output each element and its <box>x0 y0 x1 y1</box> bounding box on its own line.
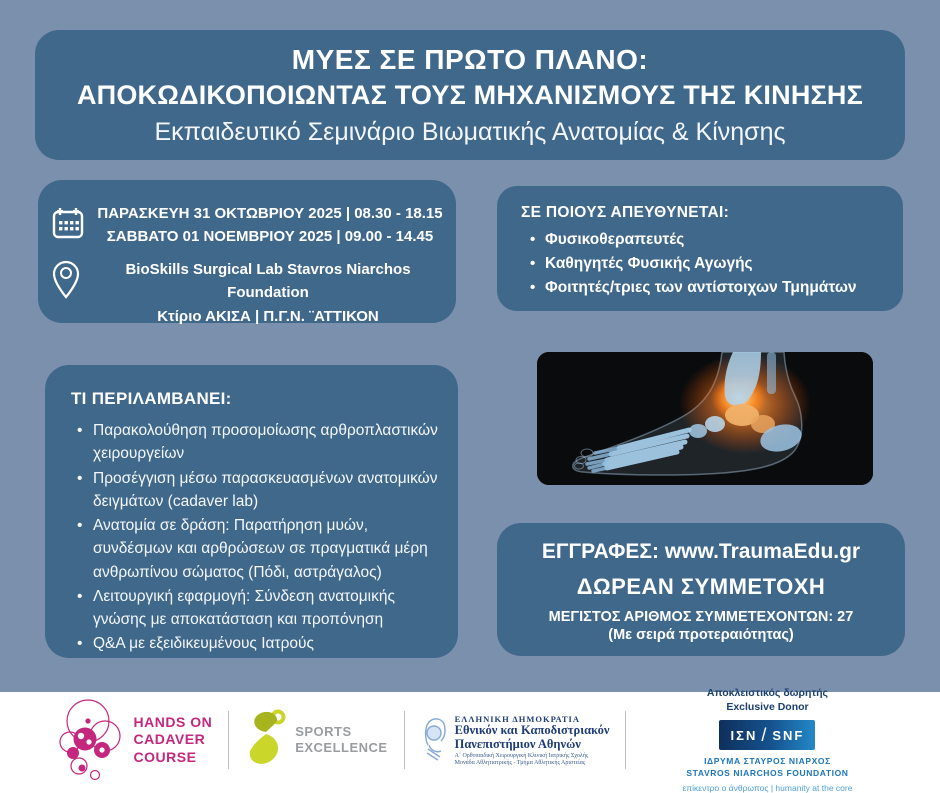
university-name-1: Εθνικόν και Καποδιστριακόν <box>454 723 610 738</box>
sports-medicine-unit-label: Μονάδα Αθλητιατρικής - Τμήμα Αθλητικής Αριστείας <box>454 759 586 766</box>
priority-note: (Με σειρά προτεραιότητας) <box>608 627 794 643</box>
includes-item: • Ανατομία σε δράση: Παρατήρηση μυών, συνδέσμων και αρθρώσεων σε πραγματικά μέρη ανθρωπίνου σώματος (Πόδι, αστράγαλος) <box>71 514 438 584</box>
audience-card <box>497 186 903 311</box>
university-name-2: Πανεπιστήμιον Αθηνών <box>454 737 581 751</box>
audience-heading: ΣΕ ΠΟΙΟΥΣ ΑΠΕΥΘΥΝΕΤΑΙ: <box>521 204 730 221</box>
includes-card <box>45 365 458 658</box>
snf-name-gr: ΙΔΡΥΜΑ ΣΤΑΥΡΟΣ ΝΙΑΡΧΟΣ <box>704 756 831 767</box>
audience-list <box>521 228 883 300</box>
includes-item: • Προσέγγιση μέσω παρασκευασμένων ανατομικών δειγμάτων (cadaver lab) <box>71 467 438 514</box>
hellenic-republic-label: ΕΛΛΗΝΙΚΗ ΔΗΜΟΚΡΑΤΙΑ <box>454 714 580 725</box>
footer-logo-bar <box>0 686 940 793</box>
venue-line-2: Κτίριο ΑΚΙΣΑ | Π.Γ.Ν. ¨ΑΤΤΙΚΟΝ <box>157 307 379 325</box>
location-pin-icon <box>52 260 80 305</box>
cadaver-word-1: HANDS ON <box>133 713 213 730</box>
sports-excellence-s-icon <box>245 708 287 773</box>
sports-word-2: EXCELLENCE <box>295 740 388 755</box>
date-line-2: ΣΑΒΒΑΤΟ 01 ΝΟΕΜΒΡΙΟΥ 2025 | 09.00 - 14.45 <box>106 228 434 246</box>
audience-item: • Φοιτητές/τριες των αντίστοιχων Τμημάτων <box>521 276 883 300</box>
includes-list <box>71 419 438 656</box>
includes-heading: ΤΙ ΠΕΡΙΛΑΜΒΑΝΕΙ: <box>71 389 232 408</box>
clinic-label: Α΄ Ορθοπαιδική Χειρουργική Κλινική Ιατρικής Σχολής <box>454 752 589 759</box>
venue-block <box>90 258 446 328</box>
audience-item: • Φυσικοθεραπευτές <box>521 228 883 252</box>
schedule-card <box>38 180 456 323</box>
registration-url: ΕΓΓΡΑΦΕΣ: www.TraumaEdu.gr <box>541 540 861 563</box>
snf-name <box>686 756 848 779</box>
cadaver-course-logo <box>48 694 213 787</box>
includes-item: • Παρακολούθηση προσομοίωσης αρθροπλαστικών χειρουργείων <box>71 419 438 466</box>
snf-logo-slash: / <box>761 724 769 745</box>
registration-card <box>497 523 905 656</box>
sports-word-1: SPORTS <box>295 724 352 740</box>
exclusive-donor-block <box>642 687 892 793</box>
poster-title-line1: ΜΥΕΣ ΣΕ ΠΡΩΤΟ ΠΛΑΝΟ: <box>291 44 649 75</box>
footer-divider <box>404 711 405 769</box>
venue-line-1: BioSkills Surgical Lab Stavros Niarchos Foundation <box>125 261 411 302</box>
foot-xray-image <box>537 352 873 485</box>
cadaver-word-3: COURSE <box>133 748 197 765</box>
cadaver-circles-icon <box>48 694 126 787</box>
sports-excellence-wordmark <box>295 724 387 755</box>
snf-name-en: STAVROS NIARCHOS FOUNDATION <box>686 767 849 778</box>
free-participation-label: ΔΩΡΕΑΝ ΣΥΜΜΕΤΟΧΗ <box>576 574 826 599</box>
snf-logo <box>719 720 815 750</box>
donor-label-gr: Αποκλειστικός δωρητής <box>706 686 829 699</box>
schedule-dates <box>94 202 446 249</box>
donor-label-en: Exclusive Donor <box>726 700 809 713</box>
includes-item: • Λειτουργική εφαρμογή: Σύνδεση ανατομικής γνώσης με αποκατάσταση και προπόνηση <box>71 585 438 632</box>
athena-head-icon <box>421 715 447 766</box>
snf-tagline: επίκεντρο ο άνθρωπος | humanity at the core <box>682 783 853 793</box>
footer-divider <box>625 711 626 769</box>
calendar-icon <box>52 206 84 245</box>
snf-logo-gr: ΙΣΝ <box>730 727 758 743</box>
snf-logo-en: SNF <box>772 727 805 743</box>
includes-item: • Q&A με εξειδικευμένους Ιατρούς <box>71 632 438 655</box>
header-card <box>35 30 905 160</box>
cadaver-word-2: CADAVER <box>133 731 206 748</box>
cadaver-course-wordmark <box>134 714 213 767</box>
university-of-athens-logo <box>421 714 610 766</box>
poster-title-line2: ΑΠΟΚΩΔΙΚΟΠΟΙΩΝΤΑΣ ΤΟΥΣ ΜΗΧΑΝΙΣΜΟΥΣ ΤΗΣ ΚΙΝΗΣΗΣ <box>76 79 864 110</box>
date-line-1: ΠΑΡΑΣΚΕΥΗ 31 ΟΚΤΩΒΡΙΟΥ 2025 | 08.30 - 18.15 <box>97 205 443 222</box>
sports-excellence-logo <box>245 708 387 773</box>
max-participants-label: ΜΕΓΙΣΤΟΣ ΑΡΙΘΜΟΣ ΣΥΜΜΕΤΕΧΟΝΤΩΝ: 27 <box>548 609 854 625</box>
poster-subtitle: Εκπαιδευτικό Σεμινάριο Βιωματικής Ανατομίας & Κίνησης <box>154 117 786 146</box>
university-wordmark <box>455 714 610 766</box>
footer-divider <box>228 711 229 769</box>
audience-item: • Καθηγητές Φυσικής Αγωγής <box>521 252 883 276</box>
